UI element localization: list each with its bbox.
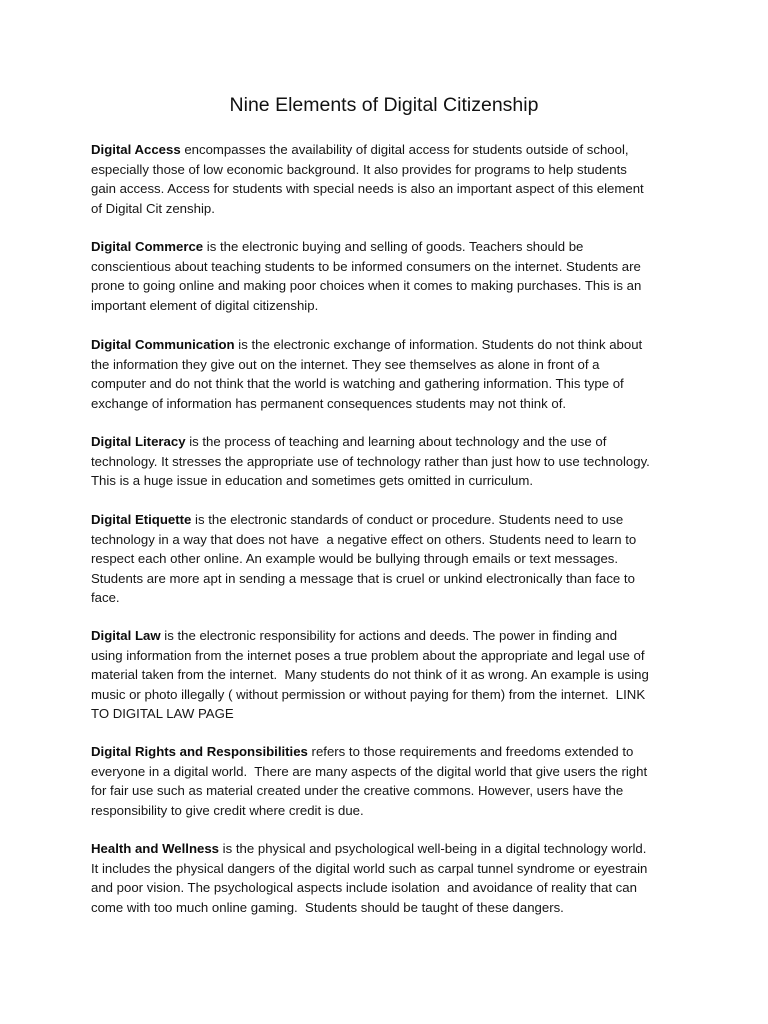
section-line: and poor vision. The psychological aspects include isolation and avoidance of reality that can — [91, 880, 637, 895]
section-text: refers to those requirements and freedoms extended to — [307, 744, 634, 759]
section-health-wellness — [91, 839, 691, 917]
section-text: is the electronic exchange of information. Students do not think about — [234, 337, 643, 352]
section-text: encompasses the availability of digital access for students outside of school, — [180, 142, 629, 157]
section-line: come with too much online gaming. Students should be taught of these dangers. — [91, 899, 564, 915]
section-digital-commerce — [91, 237, 691, 315]
section-line — [91, 140, 691, 160]
section-line: It includes the physical dangers of the digital world such as carpal tunnel syndrome or eyestrain — [91, 860, 648, 876]
section-text: is the process of teaching and learning about technology and the use of — [185, 434, 607, 449]
section-line: This is a huge issue in education and sometimes gets omitted in curriculum. — [91, 473, 533, 488]
section-line — [91, 432, 691, 452]
section-digital-rights — [91, 742, 691, 820]
section-term: Digital Literacy — [91, 434, 186, 449]
section-line: gain access. Access for students with special needs is also an important aspect of this element — [91, 181, 644, 196]
section-line — [91, 742, 691, 762]
section-line: conscientious about teaching students to be informed consumers on the internet. Students are — [91, 258, 641, 274]
section-line: prone to going online and making poor choices when it comes to making purchases. This is an — [91, 278, 642, 293]
section-digital-communication — [91, 335, 691, 413]
section-digital-law — [91, 626, 691, 724]
section-line: responsibility to give credit where credit is due. — [91, 802, 364, 818]
section-line — [91, 510, 691, 530]
section-line: TO DIGITAL LAW PAGE — [91, 706, 234, 721]
section-text: is the physical and psychological well-being in a digital technology world. — [219, 841, 647, 856]
section-line — [91, 626, 691, 646]
section-line: for fair use such as material created under the creative commons. However, users have the — [91, 783, 624, 798]
section-line: computer and do not think that the world is watching and gathering information. This type of — [91, 376, 624, 391]
section-digital-literacy — [91, 432, 691, 491]
section-line: technology in a way that does not have a negative effect on others. Students need to learn to — [91, 531, 637, 547]
section-line: technology. It stresses the appropriate use of technology rather than just how to use technology. — [91, 453, 650, 469]
section-line: Students are more apt in sending a message that is cruel or unkind electronically than face to — [91, 570, 635, 586]
section-text: is the electronic responsibility for actions and deeds. The power in finding and — [160, 628, 618, 643]
section-line: of Digital Cit zenship. — [91, 200, 215, 216]
section-term: Health and Wellness — [91, 841, 220, 856]
section-line: everyone in a digital world. There are many aspects of the digital world that give users the right — [91, 763, 648, 779]
section-term: Digital Rights and Responsibilities — [91, 744, 308, 759]
section-digital-access — [91, 140, 691, 218]
section-line: respect each other online. An example would be bullying through emails or text messages. — [91, 551, 619, 566]
section-line: exchange of information has permanent consequences students may not think of. — [91, 395, 567, 411]
section-term: Digital Commerce — [91, 239, 204, 254]
section-digital-etiquette — [91, 510, 691, 608]
section-line — [91, 237, 691, 257]
section-term: Digital Access — [91, 142, 181, 157]
section-line: music or photo illegally ( without permission or without paying for them) from the internet. LINK — [91, 686, 646, 702]
section-line: face. — [91, 590, 120, 605]
section-line: material taken from the internet. Many students do not think of it as wrong. An example is using — [91, 667, 649, 682]
section-text: is the electronic buying and selling of goods. Teachers should be — [203, 239, 584, 254]
document-title: Nine Elements of Digital Citizenship — [229, 94, 539, 116]
section-line: important element of digital citizenship. — [91, 297, 319, 313]
section-term: Digital Law — [91, 628, 161, 643]
section-term: Digital Etiquette — [91, 512, 192, 527]
section-text: is the electronic standards of conduct or procedure. Students need to use — [191, 512, 624, 527]
section-line: the information they give out on the internet. They see themselves as alone in front of a — [91, 356, 600, 372]
section-line — [91, 839, 691, 859]
section-term: Digital Communication — [91, 337, 235, 352]
section-line — [91, 335, 691, 355]
section-line: especially those of low economic background. It also provides for programs to help students — [91, 161, 627, 177]
section-line: using information from the internet poses a true problem about the appropriate and legal use of — [91, 647, 645, 663]
